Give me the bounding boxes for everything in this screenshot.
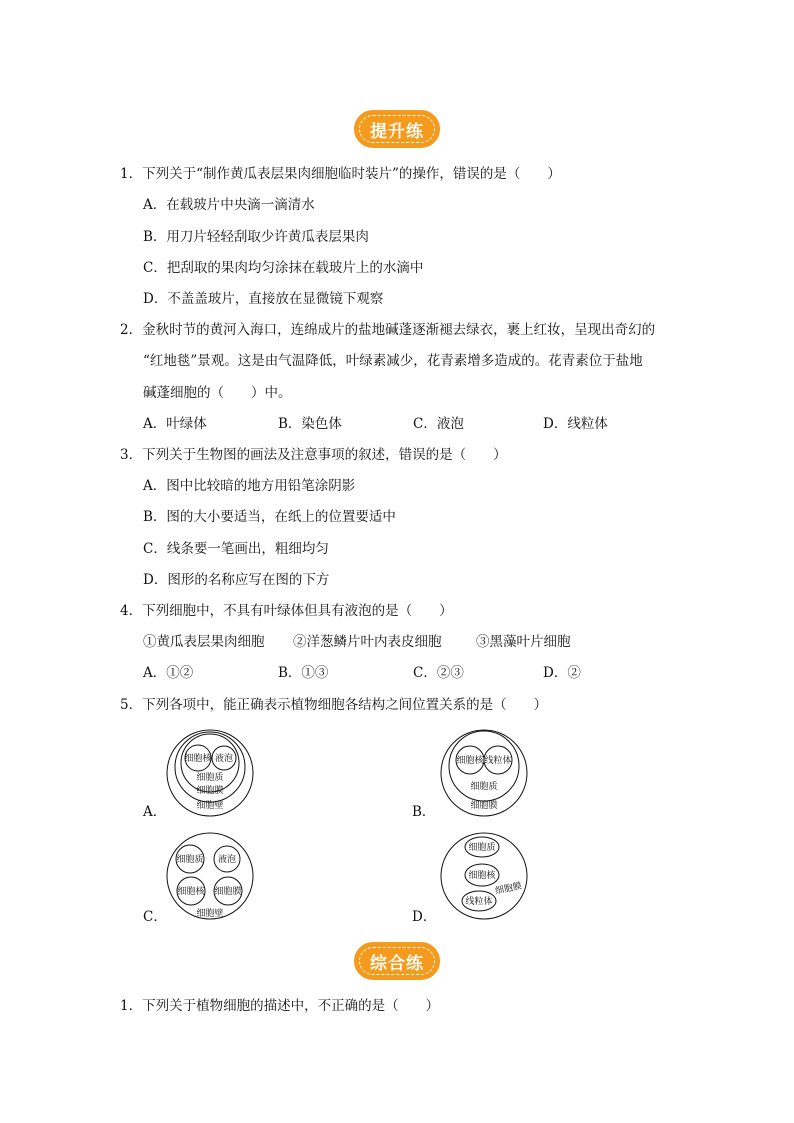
diagram-b-label-cytoplasm: 细胞质 <box>470 782 498 792</box>
q5-diagram-b <box>439 728 529 818</box>
diagram-d-label-cytoplasm: 细胞质 <box>468 843 496 853</box>
q2-option-b: B．染色体 <box>278 416 342 432</box>
q2-option-c: C．液泡 <box>413 416 464 432</box>
q2-stem-line-2: “红地毯”景观。这是由气温降低，叶绿素减少，花青素增多造成的。花青素位于盐地 <box>143 353 643 369</box>
q4-options <box>143 664 663 682</box>
diagram-c-label-nucleus: 细胞核 <box>177 887 205 897</box>
diagram-d-label-mitochondria: 线粒体 <box>465 897 493 907</box>
q4-item-1: ①黄瓜表层果肉细胞 <box>143 634 265 650</box>
q2-option-a: A．叶绿体 <box>143 416 207 432</box>
diagram-c-label-vacuole: 液泡 <box>217 855 237 865</box>
q2-stem-line-1: 2．金秋时节的黄河入海口，连绵成片的盐地碱蓬逐渐褪去绿衣，裹上红妆，呈现出奇幻的 <box>120 322 656 338</box>
diagram-a-label-membrane: 细胞膜 <box>196 786 224 796</box>
q4-stem: 4．下列细胞中，不具有叶绿体但具有液泡的是（ ） <box>120 603 453 619</box>
q1-option-a: A．在载玻片中央滴一滴清水 <box>143 197 315 213</box>
diagram-d-label-membrane: 细胞膜 <box>494 881 523 897</box>
diagram-b-label-membrane: 细胞膜 <box>470 801 498 811</box>
section-title-improve: 提升练 <box>370 121 424 142</box>
q4-option-c: C．②③ <box>413 665 464 681</box>
diagram-c-label-cytoplasm: 细胞质 <box>176 855 204 865</box>
q2-option-d: D．线粒体 <box>543 416 608 432</box>
q4-option-b: B．①③ <box>278 665 329 681</box>
q4-items <box>143 633 663 651</box>
diagram-b-label-mitochondria: 线粒体 <box>484 756 512 766</box>
diagram-d-label-nucleus: 细胞核 <box>468 871 496 881</box>
diagram-a-label-cytoplasm: 细胞质 <box>196 773 224 783</box>
q5-diagram-d <box>439 831 529 921</box>
q2-options <box>143 415 663 433</box>
diagram-c-label-wall: 细胞壁 <box>196 909 224 919</box>
q5-stem: 5．下列各项中，能正确表示植物细胞各结构之间位置关系的是（ ） <box>120 697 548 713</box>
q5-diagram-a <box>165 728 255 818</box>
q1-option-b: B．用刀片轻轻刮取少许黄瓜表层果肉 <box>143 229 369 245</box>
q5-option-c-label: C． <box>143 909 167 925</box>
q3-option-b: B．图的大小要适当，在纸上的位置要适中 <box>143 509 396 525</box>
section-title-comprehensive: 综合练 <box>370 953 424 974</box>
section-badge-comprehensive <box>354 942 440 980</box>
section-badge-improve <box>354 110 440 148</box>
q4-option-d: D．② <box>543 665 581 681</box>
q3-stem: 3．下列关于生物图的画法及注意事项的叙述，错误的是（ ） <box>120 447 507 463</box>
q1-stem: 1．下列关于“制作黄瓜表层果肉细胞临时装片”的操作，错误的是（ ） <box>120 166 561 182</box>
q1-option-c: C．把刮取的果肉均匀涂抹在载玻片上的水滴中 <box>143 260 424 276</box>
q3-option-c: C．线条要一笔画出，粗细均匀 <box>143 541 329 557</box>
diagram-a-label-nucleus: 细胞核 <box>184 754 212 764</box>
q5-option-a-label: A． <box>143 804 167 820</box>
q5-option-d-label: D． <box>412 909 437 925</box>
diagram-a-label-vacuole: 液泡 <box>214 754 234 764</box>
diagram-b-label-nucleus: 细胞核 <box>456 756 484 766</box>
q4-item-2: ②洋葱鳞片叶内表皮细胞 <box>293 634 442 650</box>
q3-option-a: A．图中比较暗的地方用铅笔涂阴影 <box>143 478 356 494</box>
q4-item-3: ③黑藻叶片细胞 <box>476 634 571 650</box>
diagram-a-label-wall: 细胞壁 <box>196 801 224 811</box>
q3-option-d: D．图形的名称应写在图的下方 <box>143 572 330 588</box>
diagram-c-label-membrane: 细胞膜 <box>214 887 242 897</box>
q5-option-b-label: B． <box>412 804 436 820</box>
q2-stem-line-3: 碱蓬细胞的（ ）中。 <box>143 385 292 401</box>
q4-option-a: A．①② <box>143 665 194 681</box>
q1-option-d: D．不盖盖玻片，直接放在显微镜下观察 <box>143 291 384 307</box>
comprehensive-q1-stem: 1．下列关于植物细胞的描述中，不正确的是（ ） <box>120 998 440 1014</box>
q5-diagram-c <box>165 831 255 921</box>
